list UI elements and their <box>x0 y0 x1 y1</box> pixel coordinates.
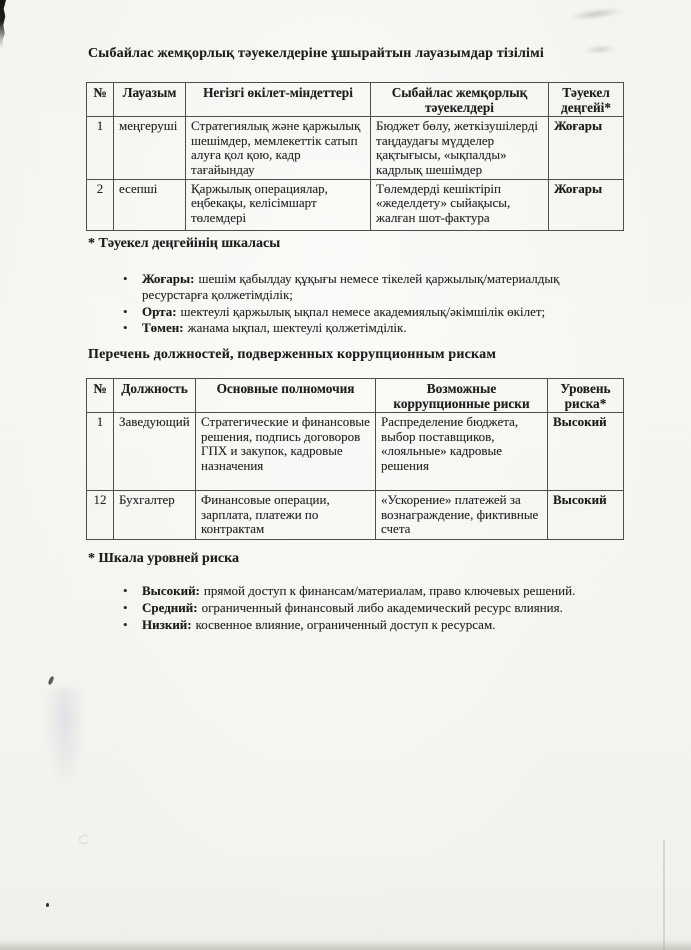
cell-position: Бухгалтер <box>114 491 196 540</box>
scale-term: Орта: <box>142 303 177 319</box>
list-item <box>120 320 578 336</box>
ru-header-powers: Основные полномочия <box>196 379 376 413</box>
scale-desc: прямой доступ к финансам/материалам, право ключевых решений. <box>203 583 576 598</box>
list-item <box>120 271 578 304</box>
scan-line-artifact <box>663 840 665 950</box>
table-row <box>87 179 624 230</box>
scale-desc: шектеулі қаржылық ықпал немесе академиялық/әкімшілік өкілет; <box>180 303 546 319</box>
scale-term: Высокий: <box>142 583 200 598</box>
list-item <box>120 583 578 600</box>
scale-term: Жоғары: <box>142 271 195 286</box>
cell-powers: Қаржылық операциялар, еңбекақы, келісімшарт төлемдері <box>186 179 371 230</box>
cell-powers: Финансовые операции, зарплата, платежи по контрактам <box>196 491 376 540</box>
kk-scale-heading: * Тәуекел деңгейінің шкаласы <box>88 236 281 251</box>
cell-risk-level: Жоғары <box>549 179 624 230</box>
cell-risks: Төлемдерді кешіктіріп «жеделдету» сыйақысы, жалған шот-фактура <box>371 179 549 230</box>
ru-scale-list <box>120 583 578 634</box>
kk-scale-list <box>120 271 578 337</box>
cell-powers: Стратегические и финансовые решения, подпись договоров ГПХ и закупок, кадровые назначения <box>196 413 376 491</box>
table-row <box>87 117 624 180</box>
ru-scale-heading: * Шкала уровней риска <box>88 551 239 566</box>
scale-term: Средний: <box>142 599 198 615</box>
scan-edge-artifact <box>0 0 6 48</box>
cell-powers: Стратегиялық және қаржылық шешімдер, мемлекеттік сатып алуға қол қою, кадр тағайындау <box>186 117 371 180</box>
kk-risk-table <box>86 82 624 231</box>
ru-header-num: № <box>87 379 114 413</box>
ru-table-header-row <box>87 379 624 413</box>
cell-risk-level: Высокий <box>548 491 624 540</box>
ink-speck <box>48 676 55 686</box>
scale-desc: шешім қабылдау құқығы немесе тікелей қаржылық/материалдық ресурстарға қолжетімділік; <box>142 271 560 303</box>
cell-position: есепші <box>114 179 186 230</box>
cell-position: меңгеруші <box>114 117 186 180</box>
cell-risks: Распределение бюджета, выбор поставщиков, «лояльные» кадровые решения <box>376 413 548 491</box>
list-item <box>120 600 578 617</box>
kk-header-risks: Сыбайлас жемқорлық тәуекелдері <box>371 83 549 117</box>
scale-desc: косвенное влияние, ограниченный доступ к ресурсам. <box>195 616 496 632</box>
cell-risks: Бюджет бөлу, жеткізушілерді таңдаудағы мүдделер қақтығысы, «ықпалды» кадрлық шешімдер <box>371 117 549 180</box>
scan-edge-shadow <box>0 940 691 950</box>
ru-header-level: Уровень риска* <box>548 379 624 413</box>
list-item <box>120 304 578 320</box>
ink-speck <box>46 903 49 907</box>
kk-header-position: Лауазым <box>114 83 186 117</box>
cell-position: Заведующий <box>114 413 196 491</box>
ru-risk-table <box>86 378 624 540</box>
cell-risk-level: Высокий <box>548 413 624 491</box>
scale-term: Низкий: <box>142 616 192 632</box>
ru-header-position: Должность <box>114 379 196 413</box>
scale-desc: ограниченный финансовый либо академический ресурс влияния. <box>201 599 563 615</box>
kk-section-title: Сыбайлас жемқорлық тәуекелдеріне ұшырайтын лауазымдар тізілімі <box>88 46 544 61</box>
table-row <box>87 491 624 540</box>
scale-desc: жанама ықпал, шектеулі қолжетімділік. <box>187 320 407 336</box>
pencil-smudge <box>570 6 623 22</box>
kk-header-num: № <box>87 83 114 117</box>
kk-header-powers: Негізгі өкілет-міндеттері <box>186 83 371 117</box>
cell-num: 1 <box>87 413 114 491</box>
ru-header-risks: Возможные коррупционные риски <box>376 379 548 413</box>
ru-section-title: Перечень должностей, подверженных коррупционным рискам <box>88 347 497 362</box>
cell-num: 2 <box>87 179 114 230</box>
list-item <box>120 617 578 634</box>
table-row <box>87 413 624 491</box>
scale-term: Төмен: <box>142 320 184 336</box>
cell-risk-level: Жоғары <box>549 117 624 180</box>
kk-table-header-row <box>87 83 624 117</box>
cell-num: 12 <box>87 491 114 540</box>
kk-header-level: Тәуекел деңгейі* <box>549 83 624 117</box>
ink-smudge <box>44 688 82 796</box>
faint-mark <box>79 835 90 844</box>
cell-risks: «Ускорение» платежей за вознаграждение, фиктивные счета <box>376 491 548 540</box>
cell-num: 1 <box>87 117 114 180</box>
